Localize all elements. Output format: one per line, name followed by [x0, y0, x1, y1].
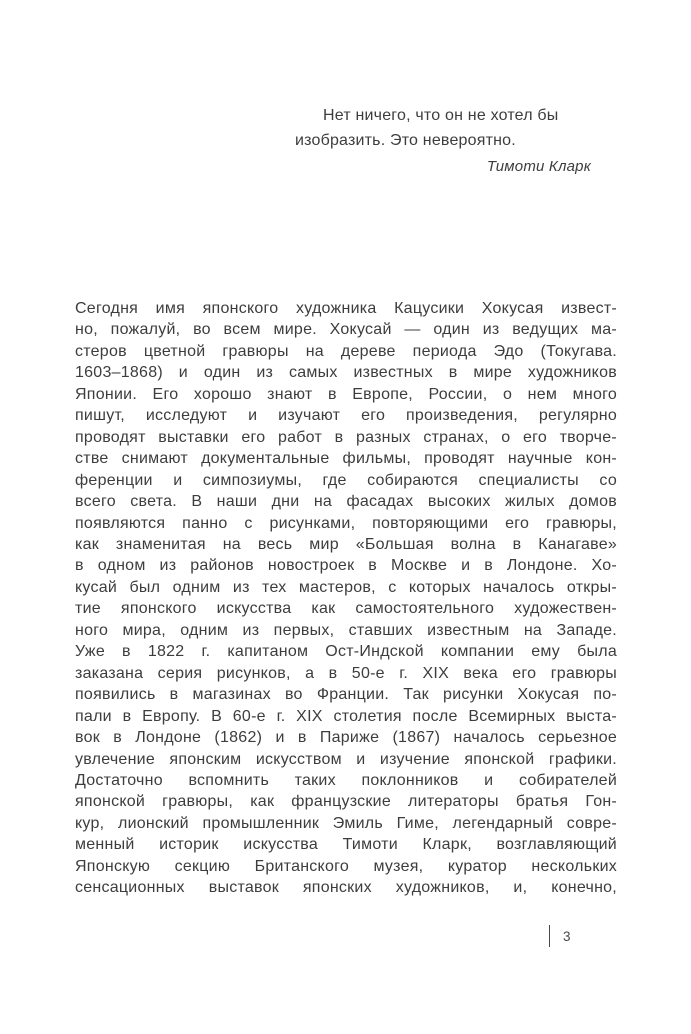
body-paragraph: Сегодня имя японского художника Кацусики Хокусая извест- но, пожалуй, во всем мире. Хокусай — один из ведущих ма- стеров цветной гравюры на дереве периода Эдо (Токугава. 1603–1868) и один из самых известных в мире художников Японии. Его хорошо знают в Европе, России, о нем много пишут, исследуют и изучают его произведения, регулярно проводят выставки его работ в разных странах, о его творче- стве снимают документальные фильмы, проводят научные кон- ференции и симпозиумы, где собираются специалисты со всего света. В наши дни на фасадах высоких жилых домов появляются панно с рисунками, повторяющими его гравюры, как знаменитая на весь мир «Большая волна в Канагаве» в одном из районов новостроек в Москве и в Лондоне. Хо- кусай был одним из тех мастеров, с которых началось откры- тие японского искусства как самостоятельного художествен- ного мира, одним из первых, ставших известным на Западе. Уже в 1822 г. капитаном Ост-Индской компании ему была заказана серия рисунков, а в 50-е г. XIX века его гравюры появились в магазинах во Франции. Так рисунки Хокусая по- пали в Европу. В 60-е г. XIX столетия после Всемирных выста- вок в Лондоне (1862) и в Париже (1867) началось серьезное увлечение японским искусством и изучение японской графики. Достаточно вспомнить таких поклонников и собирателей японской гравюры, как французские литераторы братья Гон- кур, лионский промышленник Эмиль Гиме, легендарный совре- менный историк искусства Тимоти Кларк, возглавляющий Японскую секцию Британского музея, куратор нескольких сенсационных выставок японских художников, и, конечно, — [75, 300, 617, 897]
epigraph — [295, 103, 591, 179]
epigraph-text: Нет ничего, что он не хотел бы изобразить. Это невероятно. — [295, 107, 559, 149]
page-number: 3 — [563, 928, 571, 944]
page-footer — [549, 925, 571, 947]
epigraph-attribution: Тимоти Кларк — [486, 158, 591, 175]
